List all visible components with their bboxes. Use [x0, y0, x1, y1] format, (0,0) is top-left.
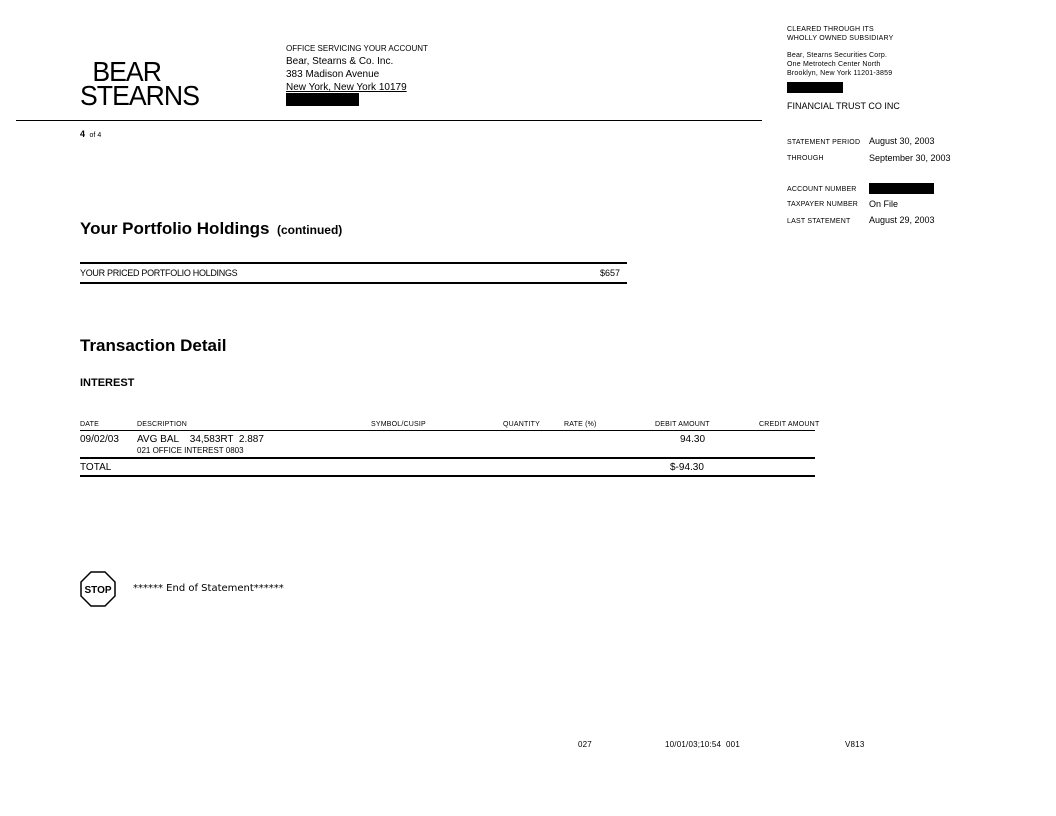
total-label: TOTAL	[80, 462, 112, 473]
statement-period-value: August 30, 2003	[869, 136, 935, 146]
transaction-title: Transaction Detail	[80, 336, 227, 355]
page-current: 4	[80, 129, 86, 139]
page-number	[80, 129, 101, 139]
interest-section-title: INTEREST	[80, 377, 135, 389]
stop-sign-text: STOP	[84, 585, 112, 596]
portfolio-top-rule	[80, 262, 627, 264]
footer-code-2: V813	[845, 740, 865, 749]
col-debit: DEBIT AMOUNT	[655, 421, 710, 428]
cleared-line-2: WHOLLY OWNED SUBSIDIARY	[787, 35, 894, 42]
footer-timestamp: 10/01/03;10:54 001	[665, 740, 740, 749]
row-description-line-1: AVG BAL 34,583RT 2.887	[137, 434, 264, 445]
last-statement-value: August 29, 2003	[869, 215, 935, 225]
redacted-clearing-info	[787, 82, 843, 93]
logo-line-1: BEAR	[92, 56, 161, 87]
statement-period-label: STATEMENT PERIOD	[787, 139, 861, 146]
row-description-line-2: 021 OFFICE INTEREST 0803	[137, 446, 244, 455]
footer-code-1: 027	[578, 740, 592, 749]
priced-holdings-value: $657	[600, 268, 621, 278]
portfolio-subtitle: (continued)	[276, 223, 343, 237]
office-city: New York, New York 10179	[286, 82, 407, 93]
end-of-statement-message: ****** End of Statement******	[133, 583, 284, 594]
stop-sign-icon	[80, 571, 116, 607]
account-number-label: ACCOUNT NUMBER	[787, 186, 857, 193]
col-symbol: SYMBOL/CUSIP	[371, 421, 426, 428]
table-total-top-rule	[80, 457, 815, 459]
office-street: 383 Madison Avenue	[286, 69, 380, 80]
col-description: DESCRIPTION	[137, 421, 188, 428]
bear-stearns-logo	[80, 56, 199, 111]
office-name: Bear, Stearns & Co. Inc.	[286, 56, 394, 67]
table-total-bottom-rule	[80, 475, 815, 477]
cleared-line-1: CLEARED THROUGH ITS	[787, 26, 874, 33]
col-date: DATE	[80, 421, 99, 428]
col-rate: RATE (%)	[564, 421, 597, 428]
priced-holdings-label: YOUR PRICED PORTFOLIO HOLDINGS	[80, 268, 238, 278]
redacted-office-phone	[286, 93, 359, 106]
redacted-account-number	[869, 183, 934, 194]
page-of: of 4	[89, 132, 102, 139]
office-label: OFFICE SERVICING YOUR ACCOUNT	[286, 44, 428, 53]
portfolio-heading	[80, 219, 342, 239]
row-debit: 94.30	[680, 434, 706, 445]
through-value: September 30, 2003	[869, 153, 951, 163]
taxpayer-label: TAXPAYER NUMBER	[787, 201, 859, 208]
total-debit: $-94.30	[670, 462, 704, 473]
through-label: THROUGH	[787, 155, 824, 162]
portfolio-title: Your Portfolio Holdings	[80, 219, 270, 238]
taxpayer-value: On File	[869, 199, 899, 209]
portfolio-bottom-rule	[80, 282, 627, 284]
clearing-name: Bear, Stearns Securities Corp.	[787, 52, 888, 59]
row-date: 09/02/03	[80, 434, 119, 445]
logo-line-2: STEARNS	[80, 80, 199, 111]
clearing-street: One Metrotech Center North	[787, 61, 881, 68]
header-rule	[16, 120, 762, 121]
clearing-city: Brooklyn, New York 11201-3859	[787, 70, 893, 77]
table-header-rule	[80, 430, 815, 431]
last-statement-label: LAST STATEMENT	[787, 218, 851, 225]
col-credit: CREDIT AMOUNT	[759, 421, 820, 428]
account-holder: FINANCIAL TRUST CO INC	[787, 101, 900, 111]
col-quantity: QUANTITY	[503, 421, 540, 428]
